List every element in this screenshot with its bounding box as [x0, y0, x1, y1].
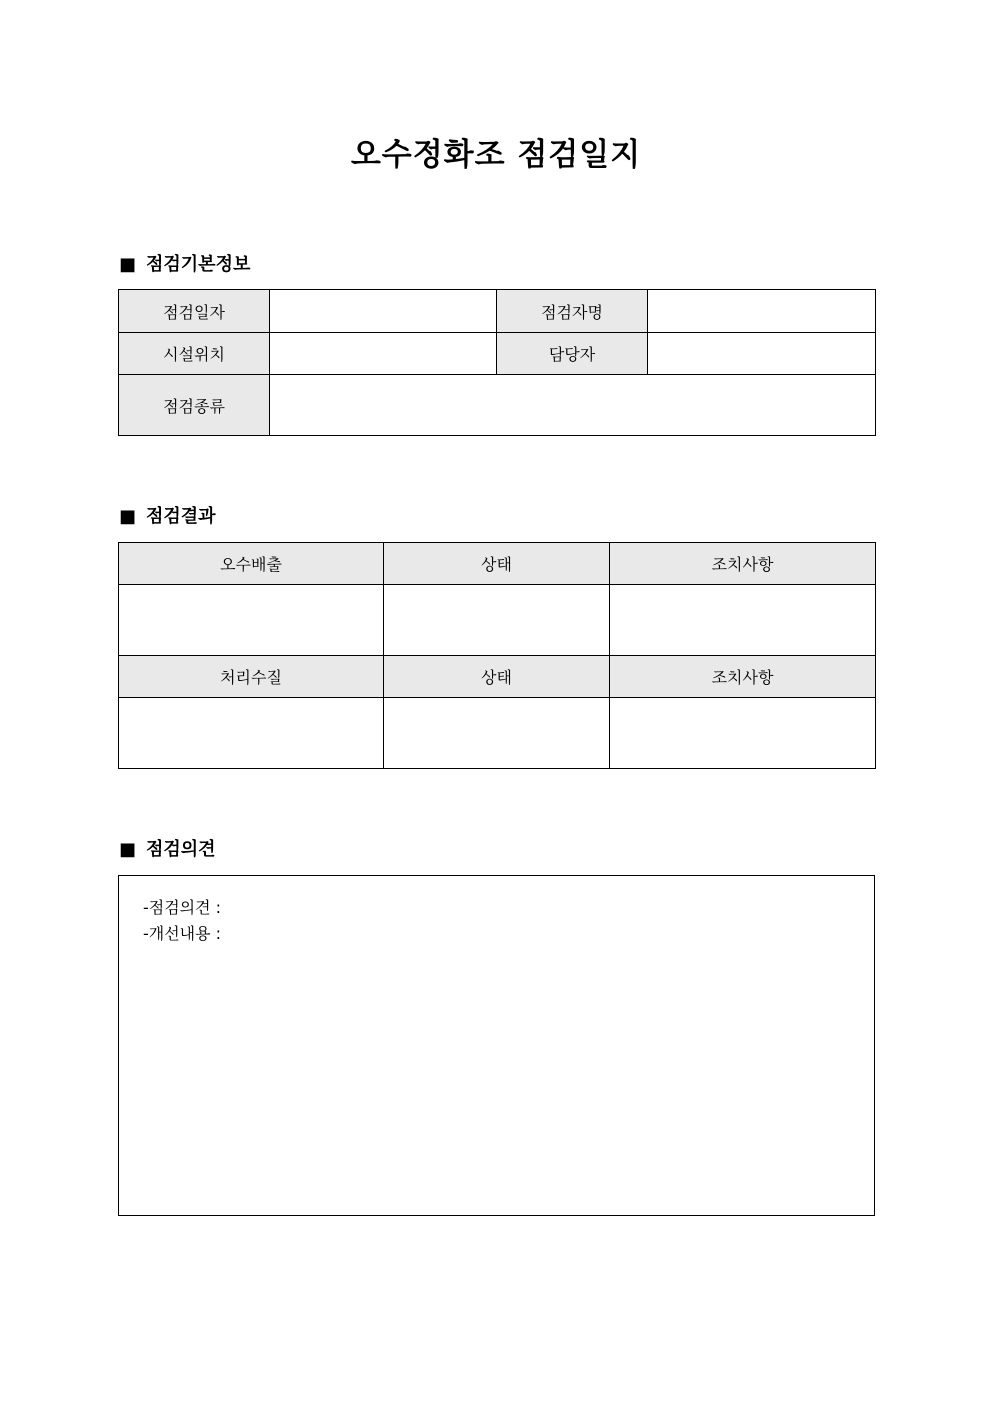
- inspection-type-field[interactable]: [270, 375, 876, 436]
- section-heading-label: 점검의견: [146, 839, 216, 860]
- table-row: [119, 656, 876, 698]
- table-row: [119, 290, 876, 333]
- inspection-date-label: 점검일자: [119, 290, 270, 333]
- table-row: [119, 333, 876, 375]
- basic-info-table: [118, 289, 876, 436]
- sewage-discharge-header: 오수배출: [119, 543, 384, 585]
- status-header: 상태: [384, 656, 610, 698]
- table-row: [119, 543, 876, 585]
- inspector-name-label: 점검자명: [497, 290, 648, 333]
- section-heading-label: 점검기본정보: [146, 254, 251, 275]
- section-heading-opinion: [119, 838, 216, 862]
- action-taken-header: 조치사항: [610, 543, 876, 585]
- opinion-box[interactable]: [118, 875, 875, 1216]
- section-heading-basic-info: [119, 253, 250, 277]
- table-row: [119, 698, 876, 769]
- results-table: [118, 542, 876, 769]
- sewage-discharge-cell[interactable]: [119, 585, 384, 656]
- water-quality-status-cell[interactable]: [384, 698, 610, 769]
- water-quality-cell[interactable]: [119, 698, 384, 769]
- facility-location-field[interactable]: [270, 333, 497, 375]
- square-bullet-icon: ■: [119, 506, 137, 527]
- inspection-type-label: 점검종류: [119, 375, 270, 436]
- sewage-action-cell[interactable]: [610, 585, 876, 656]
- square-bullet-icon: ■: [119, 839, 137, 860]
- table-row: [119, 585, 876, 656]
- improvement-details-line: -개선내용 :: [143, 924, 222, 943]
- sewage-status-cell[interactable]: [384, 585, 610, 656]
- manager-field[interactable]: [648, 333, 876, 375]
- manager-label: 담당자: [497, 333, 648, 375]
- table-row: [119, 375, 876, 436]
- action-taken-header: 조치사항: [610, 656, 876, 698]
- status-header: 상태: [384, 543, 610, 585]
- page-title: 오수정화조 점검일지: [350, 137, 642, 173]
- inspection-date-field[interactable]: [270, 290, 497, 333]
- section-heading-results: [119, 505, 216, 529]
- inspector-name-field[interactable]: [648, 290, 876, 333]
- treated-water-quality-header: 처리수질: [119, 656, 384, 698]
- square-bullet-icon: ■: [119, 254, 137, 275]
- facility-location-label: 시설위치: [119, 333, 270, 375]
- inspection-opinion-line: -점검의견 :: [143, 898, 222, 917]
- water-quality-action-cell[interactable]: [610, 698, 876, 769]
- section-heading-label: 점검결과: [146, 506, 216, 527]
